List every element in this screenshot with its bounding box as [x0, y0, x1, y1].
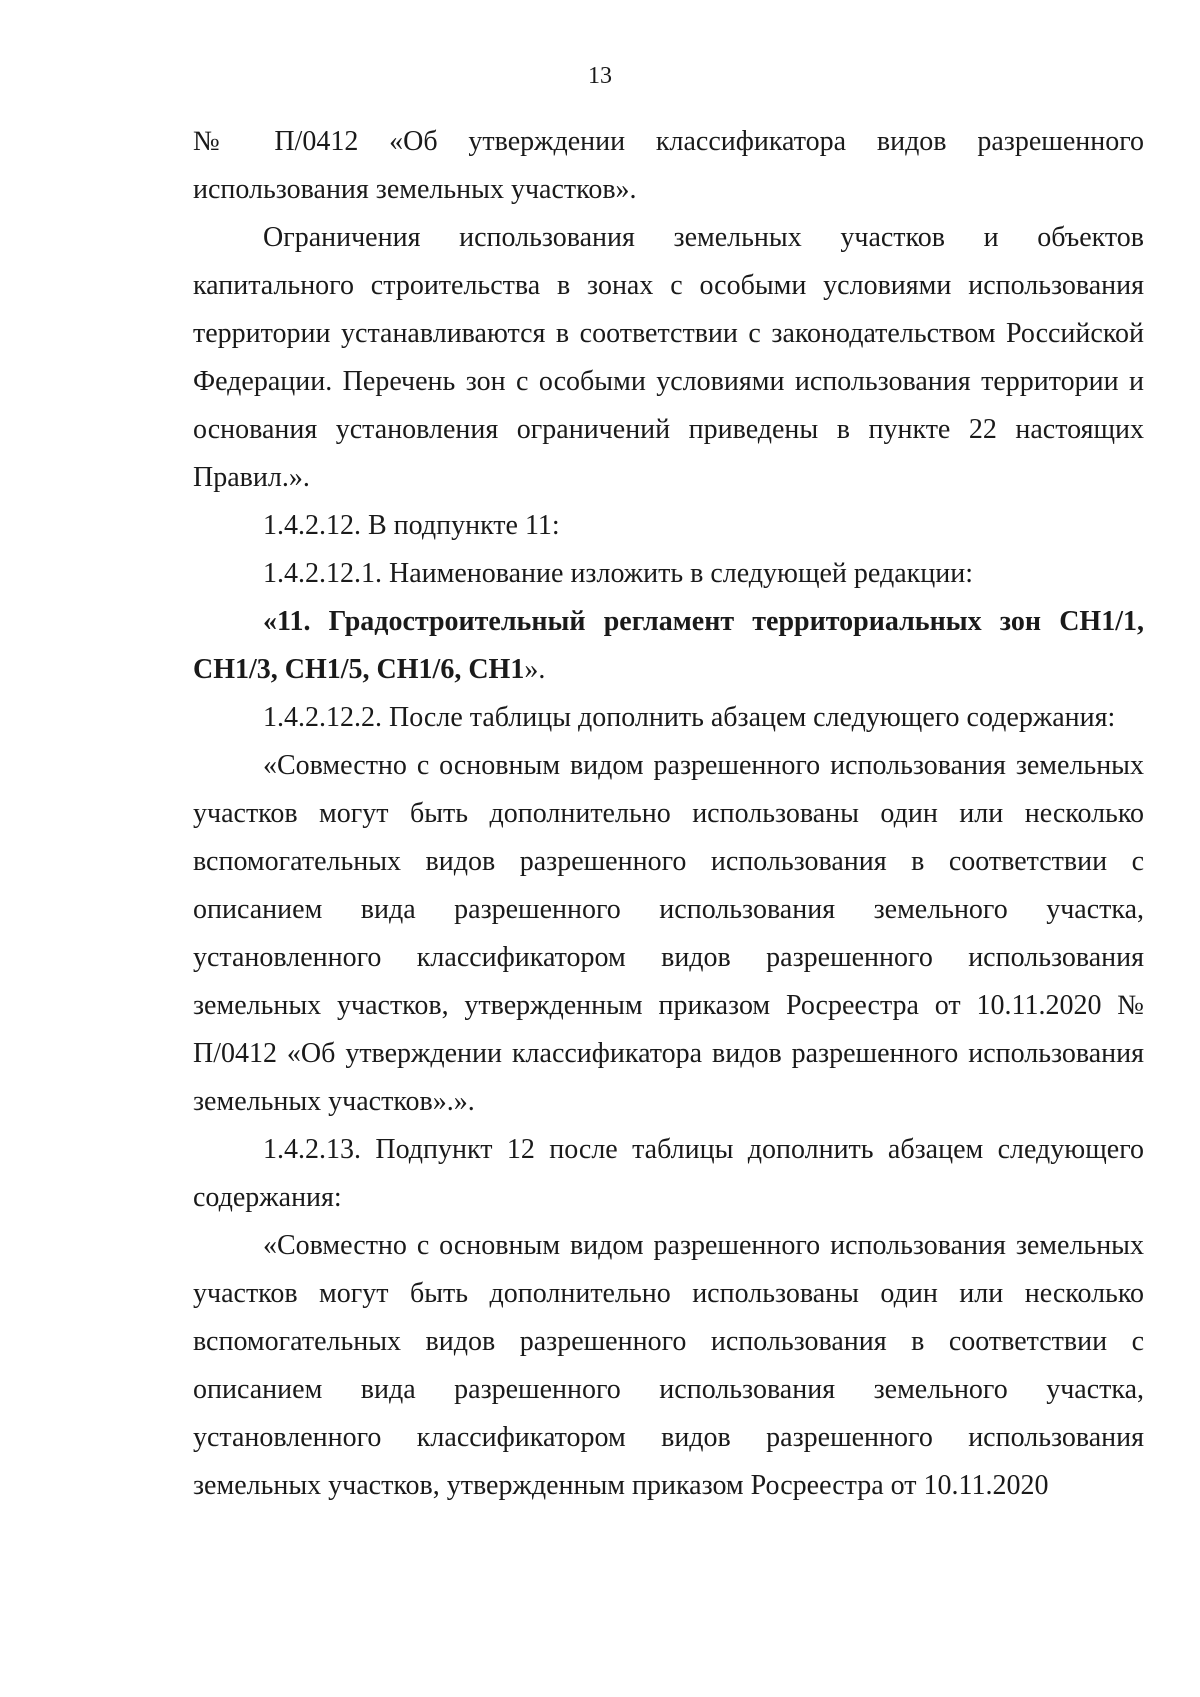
paragraph-1-4-2-13: 1.4.2.13. Подпункт 12 после таблицы дополнить абзацем следующего содержания:: [193, 1134, 1144, 1213]
paragraph-continuation: № П/0412 «Об утверждении классификатора видов разрешенного использования земельных участков».: [193, 126, 1144, 205]
paragraph-quote-1: «Совместно с основным видом разрешенного использования земельных участков могут быть дополнительно использованы один или несколько вспомогательных видов разрешенного использования в соответствии с описанием вида разрешенного использования земельного участка, установленного классификатором видов разрешенного использования земельных участков, утвержденным приказом Росреестра от 10.11.2020 № П/0412 «Об утверждении классификатора видов разрешенного использования земельных участков».».: [193, 750, 1144, 1117]
heading-regulation-11-tail: ».: [524, 654, 546, 685]
document-body: [193, 118, 1144, 1510]
paragraph-1-4-2-12: 1.4.2.12. В подпункте 11:: [263, 510, 560, 541]
page-number: 13: [588, 63, 612, 89]
paragraph-quote-2: «Совместно с основным видом разрешенного использования земельных участков могут быть дополнительно использованы один или несколько вспомогательных видов разрешенного использования в соответствии с описанием вида разрешенного использования земельного участка, установленного классификатором видов разрешенного использования земельных участков, утвержденным приказом Росреестра от 10.11.2020: [193, 1230, 1144, 1501]
paragraph-1-4-2-12-2: 1.4.2.12.2. После таблицы дополнить абзацем следующего содержания:: [263, 702, 1116, 733]
paragraph-1-4-2-12-1: 1.4.2.12.1. Наименование изложить в следующей редакции:: [263, 558, 973, 589]
paragraph-restrictions: Ограничения использования земельных участков и объектов капитального строительства в зонах с особыми условиями использования территории устанавливаются в соответствии с законодательством Российской Федерации. Перечень зон с особыми условиями использования территории и основания установления ограничений приведены в пункте 22 настоящих Правил.».: [193, 222, 1144, 493]
heading-regulation-11-bold: «11. Градостроительный регламент территориальных зон СН1/1, СН1/3, СН1/5, СН1/6, СН1: [193, 606, 1144, 685]
heading-regulation-11: [193, 598, 1144, 694]
